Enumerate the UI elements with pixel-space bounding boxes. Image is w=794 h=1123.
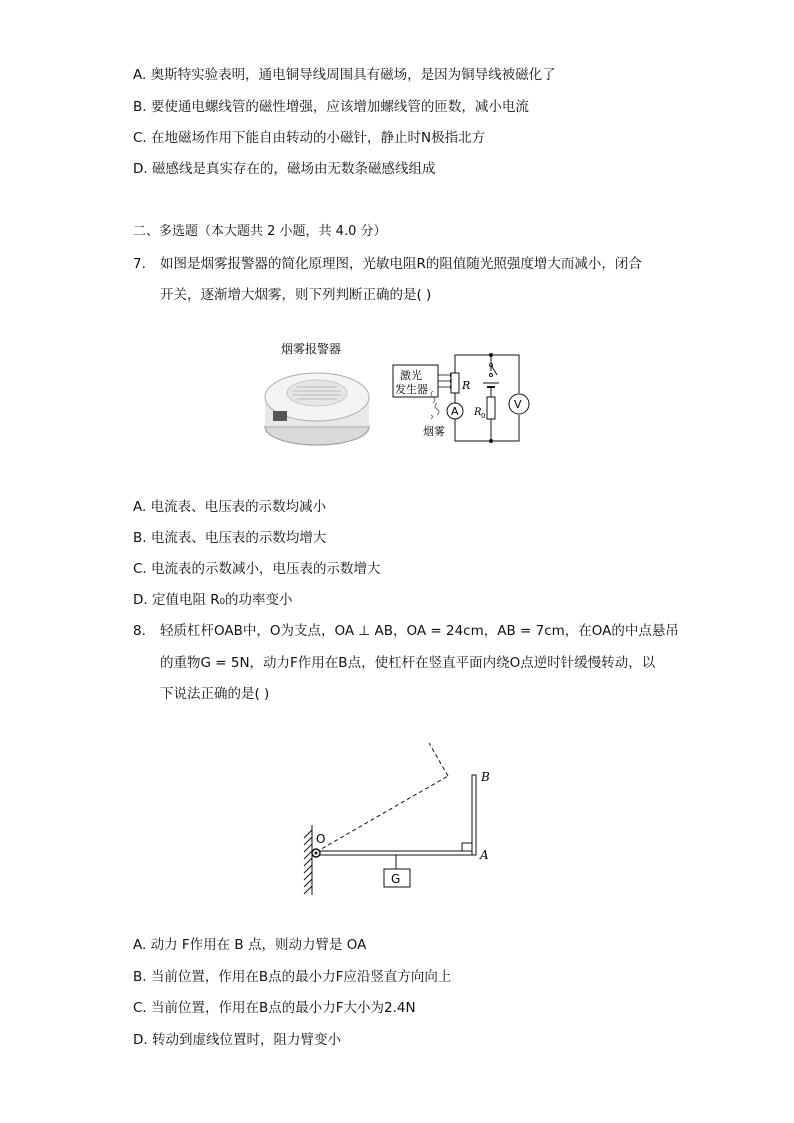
right-angle-mark	[462, 843, 472, 851]
voltmeter-label: V	[514, 398, 522, 411]
q8-text-line3: 下说法正确的是( )	[160, 686, 270, 702]
q7-text-line1: 如图是烟雾报警器的简化原理图，光敏电阻R的阻值随光照强度增大而减小，闭合	[160, 256, 642, 272]
device-label: 烟雾报警器	[281, 342, 342, 356]
laser-generator	[393, 365, 454, 397]
q8-text-line1: 轻质杠杆OAB中，O为支点，OA ⊥ AB，OA = 24cm，AB = 7cm，在OA的中点悬吊	[160, 623, 679, 639]
photoresistor-r	[451, 373, 470, 393]
battery	[483, 383, 499, 387]
r-label: R	[462, 379, 471, 392]
laser-label-1: 激光	[400, 369, 422, 382]
q8-text-line2: 的重物G = 5N，动力F作用在B点，使杠杆在竖直平面内绕O点逆时针缓慢转动，以	[160, 655, 656, 671]
q7-option-c: C. 电流表的示数减小，电压表的示数增大	[133, 561, 381, 577]
q7-option-a: A. 电流表、电压表的示数均减小	[133, 499, 327, 515]
option-c-prev: C. 在地磁场作用下能自由转动的小磁针，静止时N极指北方	[133, 130, 486, 146]
label-o: O	[316, 832, 326, 846]
option-d-prev: D. 磁感线是真实存在的，磁场由无数条磁感线组成	[133, 161, 436, 177]
q7-number: 7.	[133, 256, 146, 272]
r0-label: R	[474, 407, 482, 418]
voltmeter	[509, 394, 529, 414]
lever-ab	[472, 775, 476, 855]
label-a: A	[480, 848, 489, 862]
dashed-lever	[316, 776, 448, 852]
option-a-prev: A. 奥斯特实验表明，通电铜导线周围具有磁场，是因为铜导线被磁化了	[133, 67, 556, 83]
q8-figure	[290, 735, 510, 900]
label-g: G	[391, 872, 401, 886]
resistor-r0	[473, 397, 495, 420]
section-title: 二、多选题（本大题共 2 小题，共 4.0 分）	[133, 224, 387, 239]
q8-option-d: D. 转动到虚线位置时，阻力臂变小	[133, 1032, 341, 1048]
dashed-arm	[429, 743, 448, 776]
q8-option-c: C. 当前位置，作用在B点的最小力F大小为2.4N	[133, 1000, 416, 1016]
smoke-label: 烟雾	[423, 425, 445, 438]
q8-number: 8.	[133, 623, 146, 639]
q7-option-d: D. 定值电阻 R₀的功率变小	[133, 592, 293, 608]
label-b: B	[481, 770, 490, 784]
q8-option-a: A. 动力 F作用在 B 点，则动力臂是 OA	[133, 937, 367, 953]
laser-label-2: 发生器	[395, 383, 428, 396]
q7-text-line2: 开关，逐渐增大烟雾，则下列判断正确的是( )	[160, 287, 432, 303]
q8-option-b: B. 当前位置，作用在B点的最小力F应沿竖直方向向上	[133, 969, 452, 985]
ammeter-label: A	[451, 405, 459, 418]
r0-sub: 0	[481, 412, 486, 420]
option-b-prev: B. 要使通电螺线管的磁性增强，应该增加螺线管的匝数，减小电流	[133, 99, 529, 115]
ammeter	[447, 403, 463, 419]
lever-oa	[316, 851, 476, 855]
q7-option-b: B. 电流表、电压表的示数均增大	[133, 530, 327, 546]
smoke-detector-image	[265, 373, 369, 445]
wall	[304, 825, 312, 895]
q7-figure	[255, 335, 545, 455]
